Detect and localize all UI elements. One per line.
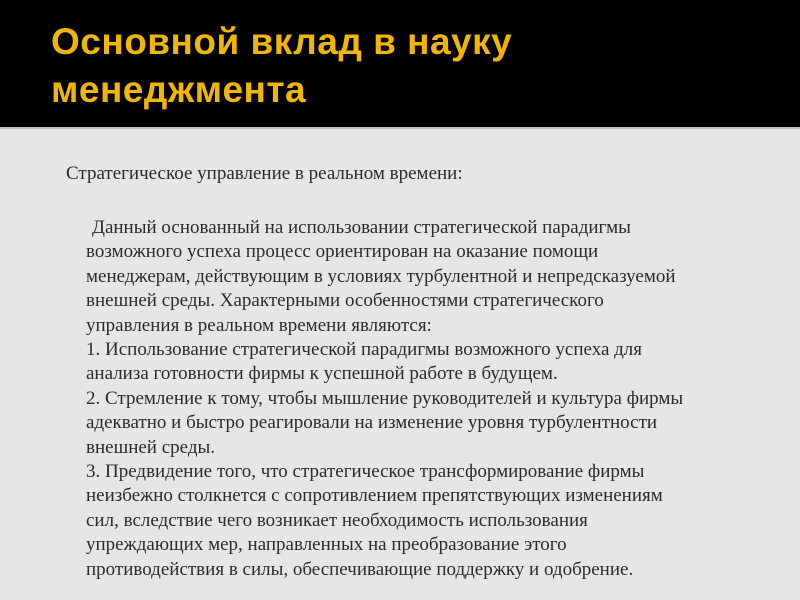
list-item-1-line: анализа готовности фирмы к успешной работе в будущем. <box>86 363 558 385</box>
slide-title-line-1: Основной вклад в науку <box>51 21 513 62</box>
body-line: управления в реальном времени являются: <box>86 314 432 336</box>
list-item-2-line: адекватно и быстро реагировали на изменение уровня турбулентности <box>86 412 658 434</box>
list-item-3-line: сил, вследствие чего возникает необходимость использования <box>86 509 588 531</box>
list-item-3-line: противодействия в силы, обеспечивающие поддержку и одобрение. <box>86 558 634 580</box>
list-item-1-line: 1. Использование стратегической парадигмы возможного успеха для <box>86 339 643 361</box>
list-item-3-line: упреждающих мер, направленных на преобразование этого <box>86 534 567 556</box>
list-item-2-line: внешней среды. <box>86 436 216 458</box>
slide-title-line-2: менеджмента <box>51 69 307 110</box>
slide-title <box>51 18 771 114</box>
body-line: внешней среды. Характерными особенностями стратегического <box>86 290 604 312</box>
body-paragraph <box>86 216 786 582</box>
list-item-3-line: неизбежно столкнется с сопротивлением препятствующих изменениям <box>86 485 663 507</box>
slide-subtitle: Стратегическое управление в реальном времени: <box>66 163 463 184</box>
body-line: Данный основанный на использовании стратегической парадигмы <box>92 217 631 238</box>
list-item-3-line: 3. Предвидение того, что стратегическое трансформирование фирмы <box>86 461 645 483</box>
title-divider <box>0 127 800 129</box>
body-line: менеджерам, действующим в условиях турбулентной и непредсказуемой <box>86 265 676 287</box>
body-line: возможного успеха процесс ориентирован на оказание помощи <box>86 241 599 263</box>
list-item-2-line: 2. Стремление к тому, чтобы мышление руководителей и культура фирмы <box>86 387 684 409</box>
